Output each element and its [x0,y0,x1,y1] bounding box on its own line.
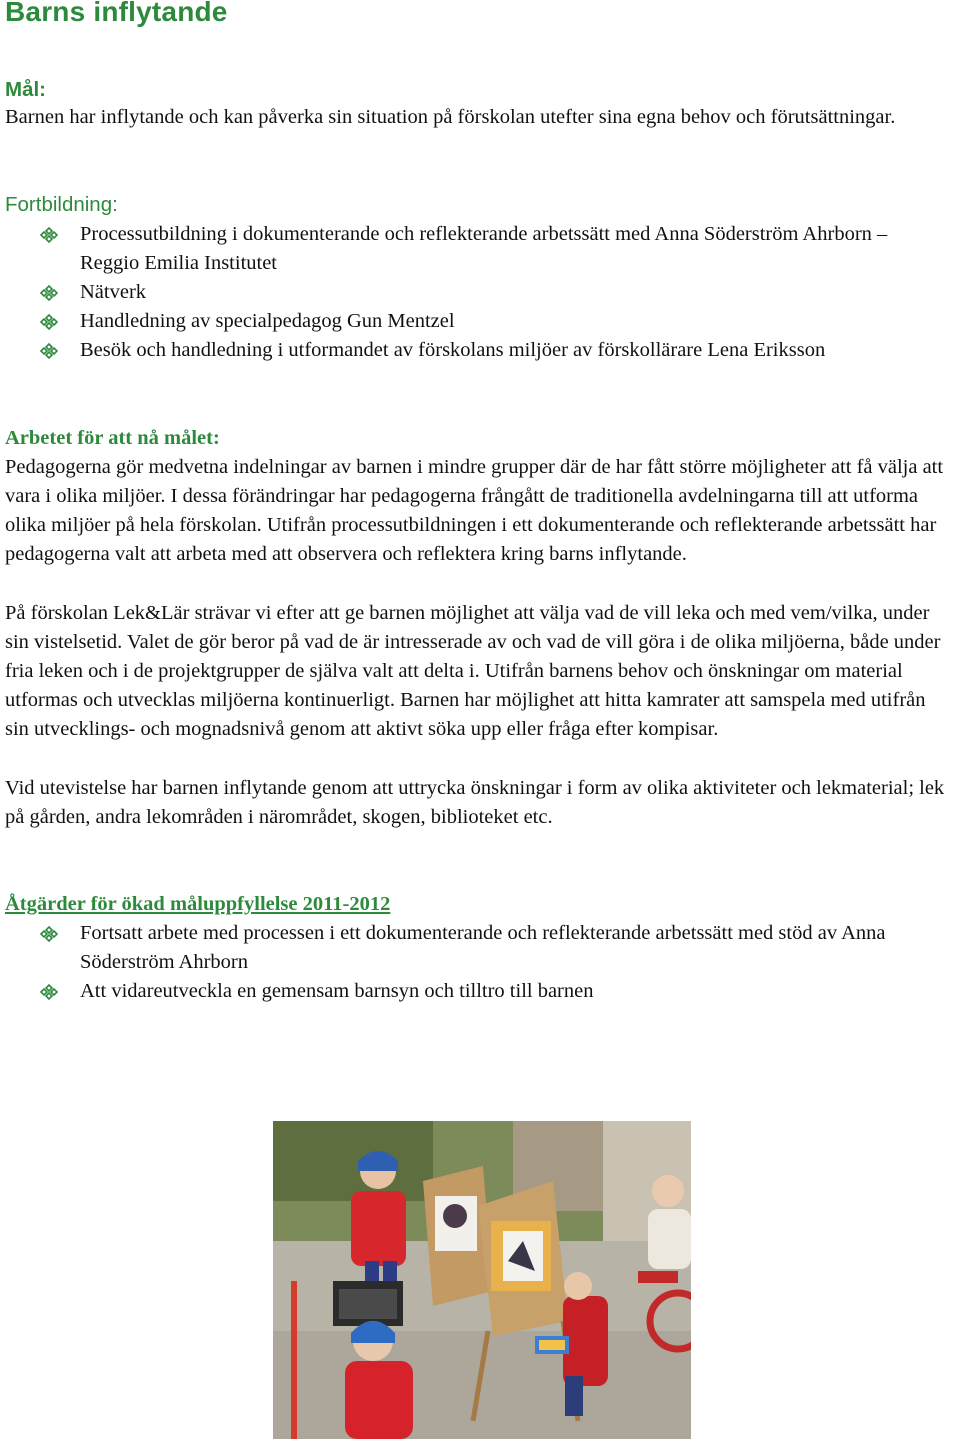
diamond-bullet-icon [40,227,58,243]
list-item [40,977,920,1006]
training-item-3: Handledning av specialpedagog Gun Mentzel [80,310,455,332]
training-item-1: Processutbildning i dokumenterande och reflekterande arbetssätt med Anna Söderström Ahrborn – Reggio Emilia Institutet [80,223,888,274]
list-item [40,278,920,307]
diamond-bullet-icon [40,314,58,330]
children-painting-photo [273,1121,691,1439]
work-paragraph-2: På förskolan Lek&Lär strävar vi efter att ge barnen möjlighet att välja vad de vill leka och med vem/vilka, under sin vistelsetid. Valet de gör beror på vad de är intresserade av och vad de vill göra i de olika miljöerna, både under fria leken och i de projektgrupper de själva valt att delta i. Utifrån barnens behov och önskningar om material utformas och utvecklas miljöerna kontinuerligt. Barnen har möjlighet att hitta kamrater att samspela med utifrån sin utvecklings- och mognadsnivå genom att aktivt söka upp eller fråga efter kompisar. [5,602,941,740]
training-item-2: Nätverk [80,281,147,303]
diamond-bullet-icon [40,926,58,942]
work-paragraph-1: Pedagogerna gör medvetna indelningar av barnen i mindre grupper där de har fått större möjligheter att få välja att vara i olika miljöer. I dessa förändringar har pedagogerna frångått de traditionella avdelningarna till att utforma olika miljöer på hela förskolan. Utifrån processutbildningen i ett dokumenterande och reflekterande arbetssätt har pedagogerna valt att arbeta med att observera och reflektera kring barns inflytande. [5,456,944,565]
list-item [40,220,920,278]
list-item [40,336,920,365]
work-paragraph-3: Vid utevistelse har barnen inflytande genom att uttrycka önskningar i form av olika aktiviteter och lekmaterial; lek på gården, andra lekområden i närområdet, skogen, biblioteket etc. [5,777,945,828]
page-title: Barns inflytande [5,0,228,27]
goal-label: Mål: [5,78,46,101]
training-list [40,220,920,365]
work-label: Arbetet för att nå målet: [5,427,220,449]
actions-item-1: Fortsatt arbete med processen i ett dokumenterande och reflekterande arbetssätt med stöd av Anna Söderström Ahrborn [80,922,886,973]
diamond-bullet-icon [40,285,58,301]
actions-list [40,919,920,1006]
list-item [40,307,920,336]
children-painting-outdoors-icon [273,1121,691,1439]
actions-label: Åtgärder för ökad måluppfyllelse 2011-2012 [5,893,391,915]
training-label: Fortbildning: [5,193,118,216]
goal-text: Barnen har inflytande och kan påverka sin situation på förskolan utefter sina egna behov och förutsättningar. [5,106,896,128]
training-item-4: Besök och handledning i utformandet av förskolans miljöer av förskollärare Lena Eriksson [80,339,826,361]
actions-item-2: Att vidareutveckla en gemensam barnsyn och tilltro till barnen [80,980,594,1002]
diamond-bullet-icon [40,343,58,359]
list-item [40,919,920,977]
diamond-bullet-icon [40,984,58,1000]
